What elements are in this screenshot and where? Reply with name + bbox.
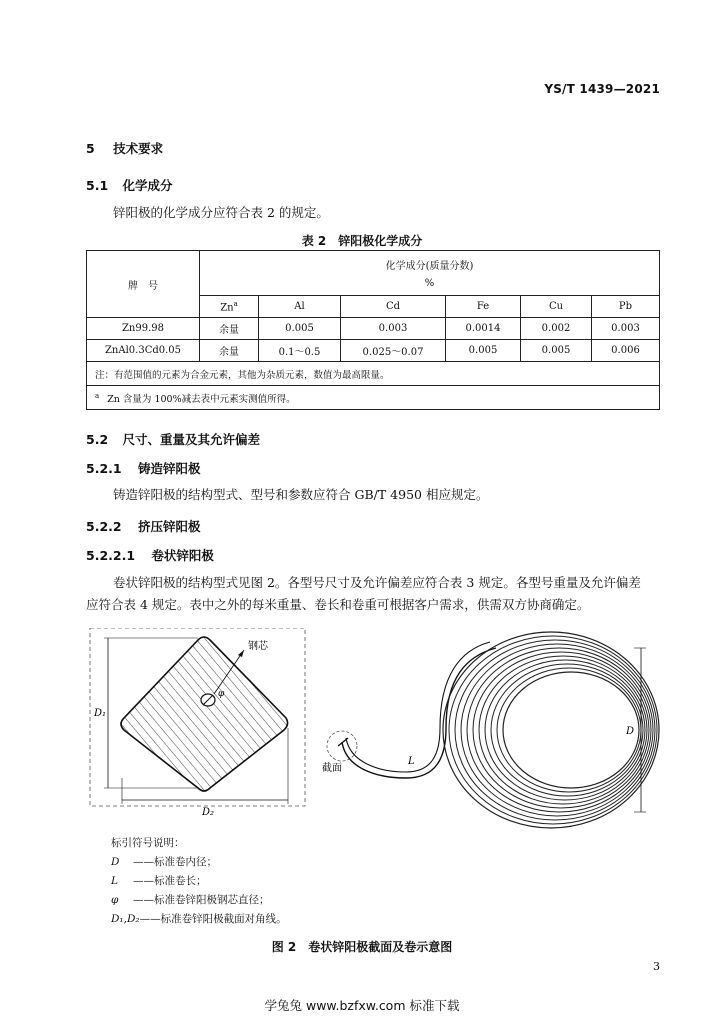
cell: 0.003: [592, 318, 660, 340]
section-5-1-heading: [86, 176, 173, 194]
steel-core-label: 钢芯: [248, 641, 268, 652]
table-row: [87, 318, 660, 340]
col-header: Fe: [446, 296, 521, 318]
legend-title: 标引符号说明：: [111, 837, 185, 849]
l-label: L: [408, 756, 415, 767]
paragraph: 铸造锌阳极的结构型式、型号和参数应符合 GB/T 4950 相应规定。: [113, 487, 489, 502]
section-number: 5: [86, 141, 95, 156]
figure-caption: 图 2 卷状锌阳极截面及卷示意图: [271, 940, 453, 954]
paragraph: 锌阳极的化学成分应符合表 2 的规定。: [113, 205, 329, 220]
col-header: Pb: [592, 296, 660, 318]
section-5-2-2-heading: [86, 517, 200, 535]
cell: 0.005: [259, 318, 341, 340]
coil-anode-figure: [86, 628, 660, 836]
section-number: 5.2: [86, 432, 109, 447]
section-title: 铸造锌阳极: [137, 461, 201, 476]
d1-label: D₁: [94, 708, 107, 719]
composition-header: [200, 251, 660, 296]
page-number: 3: [653, 960, 660, 973]
section-number: 5.2.2: [86, 519, 122, 534]
section-callout: [327, 731, 357, 761]
cell-brand: Zn99.98: [87, 318, 200, 340]
section-5-heading: [86, 139, 163, 157]
section-5-2-1-heading: [86, 459, 200, 477]
d2-label: D₂: [202, 807, 215, 818]
paragraph-line: 应符合表 4 规定。表中之外的每米重量、卷长和卷重可根据客户需求，供需双方协商确定。: [86, 597, 590, 612]
cell: 0.002: [521, 318, 592, 340]
phi-label: φ: [218, 689, 225, 699]
section-title: 技术要求: [113, 141, 164, 156]
section-label: 截面: [322, 763, 342, 774]
unit-label: %: [424, 278, 435, 289]
d-label: D: [626, 726, 635, 737]
cell: 0.003: [341, 318, 446, 340]
section-number: 5.1: [86, 178, 109, 193]
cell: 0.006: [592, 340, 660, 362]
cell: 余量: [200, 318, 259, 340]
section-title: 卷状锌阳极: [151, 548, 214, 563]
section-5-2-heading: [86, 430, 260, 448]
standard-number: YS/T 1439—2021: [544, 82, 660, 96]
col-header: Al: [259, 296, 341, 318]
cell: 0.1～0.5: [259, 340, 341, 362]
legend-item: L ——标准卷长；: [111, 875, 207, 887]
anode-cross-section: [116, 628, 296, 798]
table-row: [87, 340, 660, 362]
cell-brand: ZnAl0.3Cd0.05: [87, 340, 200, 362]
legend-item: φ ——标准卷锌阳极钢芯直径；: [111, 894, 270, 906]
legend-item: D ——标准卷内径；: [111, 856, 217, 868]
footer-watermark: 学兔兔 www.bzfxw.com 标准下载: [264, 998, 460, 1013]
legend-item: D₁,D₂——标准卷锌阳极截面对角线。: [111, 913, 287, 925]
table-footnote: $^a$ Zn 含量为 100%减去表中元素实测值所得。: [87, 386, 660, 410]
cell: 0.005: [521, 340, 592, 362]
section-title: 挤压锌阳极: [137, 519, 201, 534]
cell: 余量: [200, 340, 259, 362]
brand-header: 牌 号: [87, 251, 200, 318]
col-header: Cu: [521, 296, 592, 318]
composition-table: [86, 250, 660, 410]
section-5-2-2-1-heading: [86, 546, 214, 564]
legend: [111, 834, 287, 929]
section-number: 5.2.2.1: [86, 548, 136, 563]
section-number: 5.2.1: [86, 461, 122, 476]
cell: 0.025～0.07: [341, 340, 446, 362]
table-caption: 表 2 锌阳极化学成分: [301, 234, 423, 248]
section-title: 尺寸、重量及其允许偏差: [122, 432, 261, 447]
table-note: 注：有范围值的元素为合金元素，其他为杂质元素，数值为最高限量。: [87, 362, 660, 386]
cell: 0.005: [446, 340, 521, 362]
paragraph-line: 卷状锌阳极的结构型式见图 2。各型号尺寸及允许偏差应符合表 3 规定。各型号重量及允许偏差: [113, 575, 641, 590]
composition-title: 化学成分(质量分数): [385, 261, 474, 272]
section-title: 化学成分: [122, 178, 173, 193]
cell: 0.0014: [446, 318, 521, 340]
col-header: Cd: [341, 296, 446, 318]
col-header-zn: Zn$^a$: [200, 296, 259, 318]
